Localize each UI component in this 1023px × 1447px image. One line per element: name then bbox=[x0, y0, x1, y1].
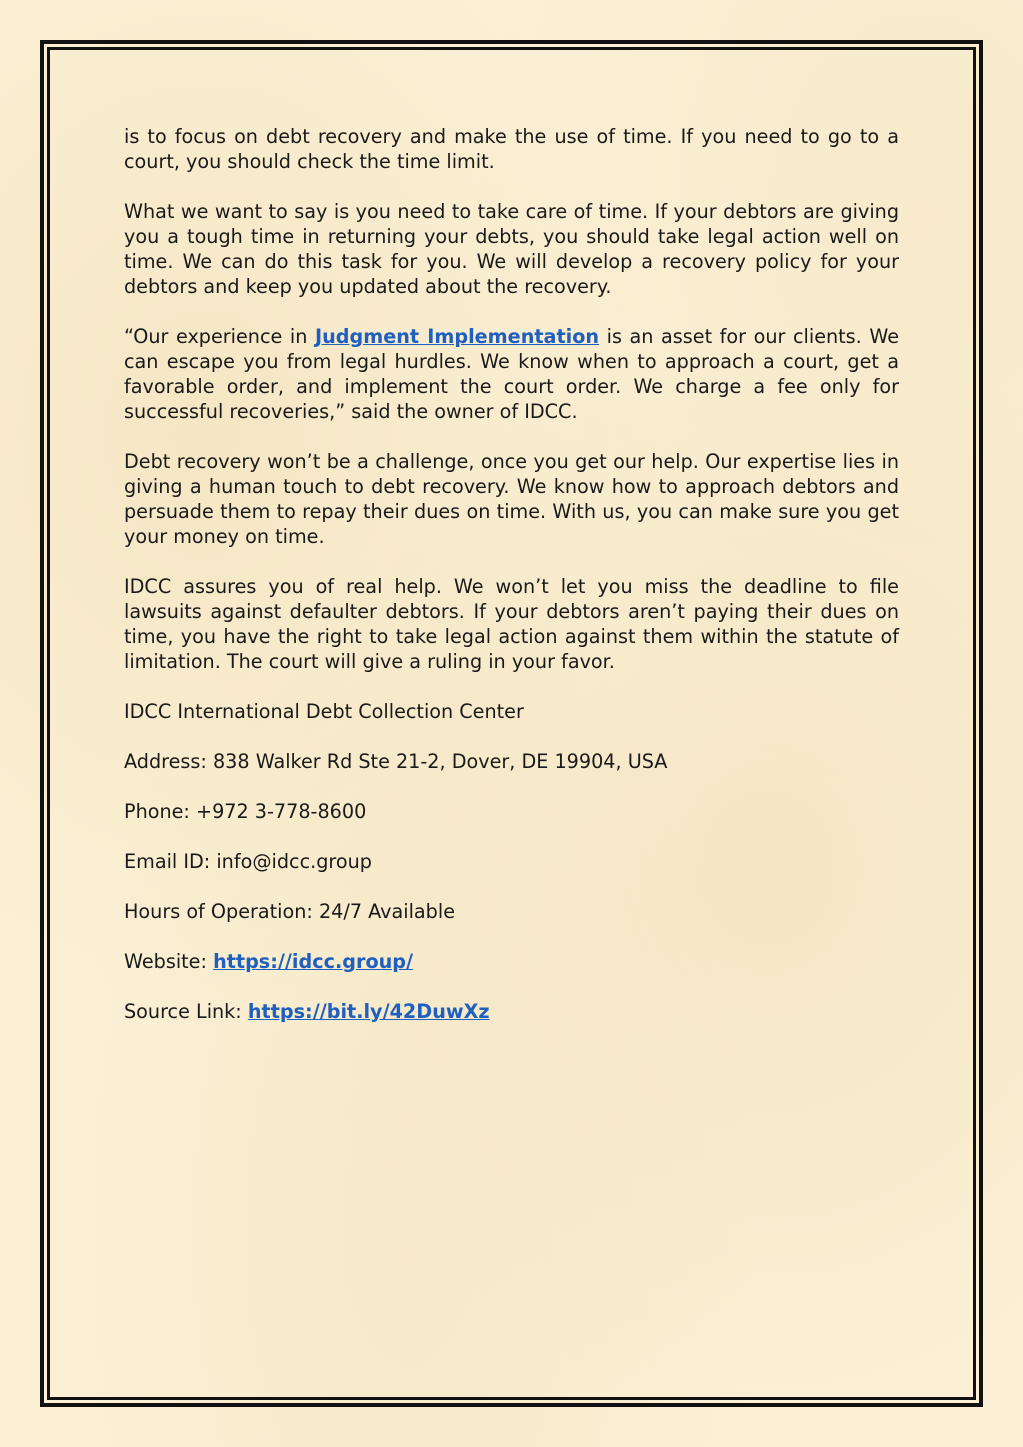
document-body bbox=[124, 124, 899, 1049]
website-link[interactable]: https://idcc.group/ bbox=[213, 950, 414, 973]
paragraph-owner-quote bbox=[124, 324, 899, 424]
paragraph-expertise: Debt recovery won’t be a challenge, once you get our help. Our expertise lies in giving a human touch to debt recovery. We know how to approach debtors and persuade them to repay their dues on time. With us, you can make sure you get your money on time. bbox=[124, 450, 899, 548]
company-name: IDCC International Debt Collection Center bbox=[124, 700, 524, 723]
company-address: Address: 838 Walker Rd Ste 21-2, Dover, DE 19904, USA bbox=[124, 750, 668, 773]
judgment-implementation-link[interactable]: Judgment Implementation bbox=[314, 325, 600, 348]
company-website bbox=[124, 949, 899, 974]
company-phone: Phone: +972 3-778-8600 bbox=[124, 800, 367, 823]
quote-text-before: “Our experience in bbox=[124, 325, 315, 348]
quote-text-after: is an asset for our clients. We can escape you from legal hurdles. We know when to approach a court, get a favorable order, and implement the court order. We charge a fee only for successful recoveries,” said the owner of IDCC. bbox=[124, 325, 900, 423]
paragraph-time-limit: is to focus on debt recovery and make the use of time. If you need to go to a court, you should check the time limit. bbox=[124, 125, 899, 173]
source-link[interactable]: https://bit.ly/42DuwXz bbox=[247, 1000, 490, 1023]
source-label: Source Link: bbox=[124, 1000, 248, 1023]
paragraph-take-care-of-time: What we want to say is you need to take care of time. If your debtors are giving you a tough time in returning your debts, you should take legal action well on time. We can do this task for you. We will develop a recovery policy for your debtors and keep you updated about the recovery. bbox=[124, 200, 899, 298]
company-hours: Hours of Operation: 24/7 Available bbox=[124, 900, 455, 923]
website-label: Website: bbox=[124, 950, 214, 973]
paragraph-assurance: IDCC assures you of real help. We won’t let you miss the deadline to file lawsuits against defaulter debtors. If your debtors aren’t paying their dues on time, you have the right to take legal action against them within the statute of limitation. The court will give a ruling in your favor. bbox=[124, 575, 899, 673]
company-email: Email ID: info@idcc.group bbox=[124, 850, 372, 873]
source-link-line bbox=[124, 999, 899, 1024]
